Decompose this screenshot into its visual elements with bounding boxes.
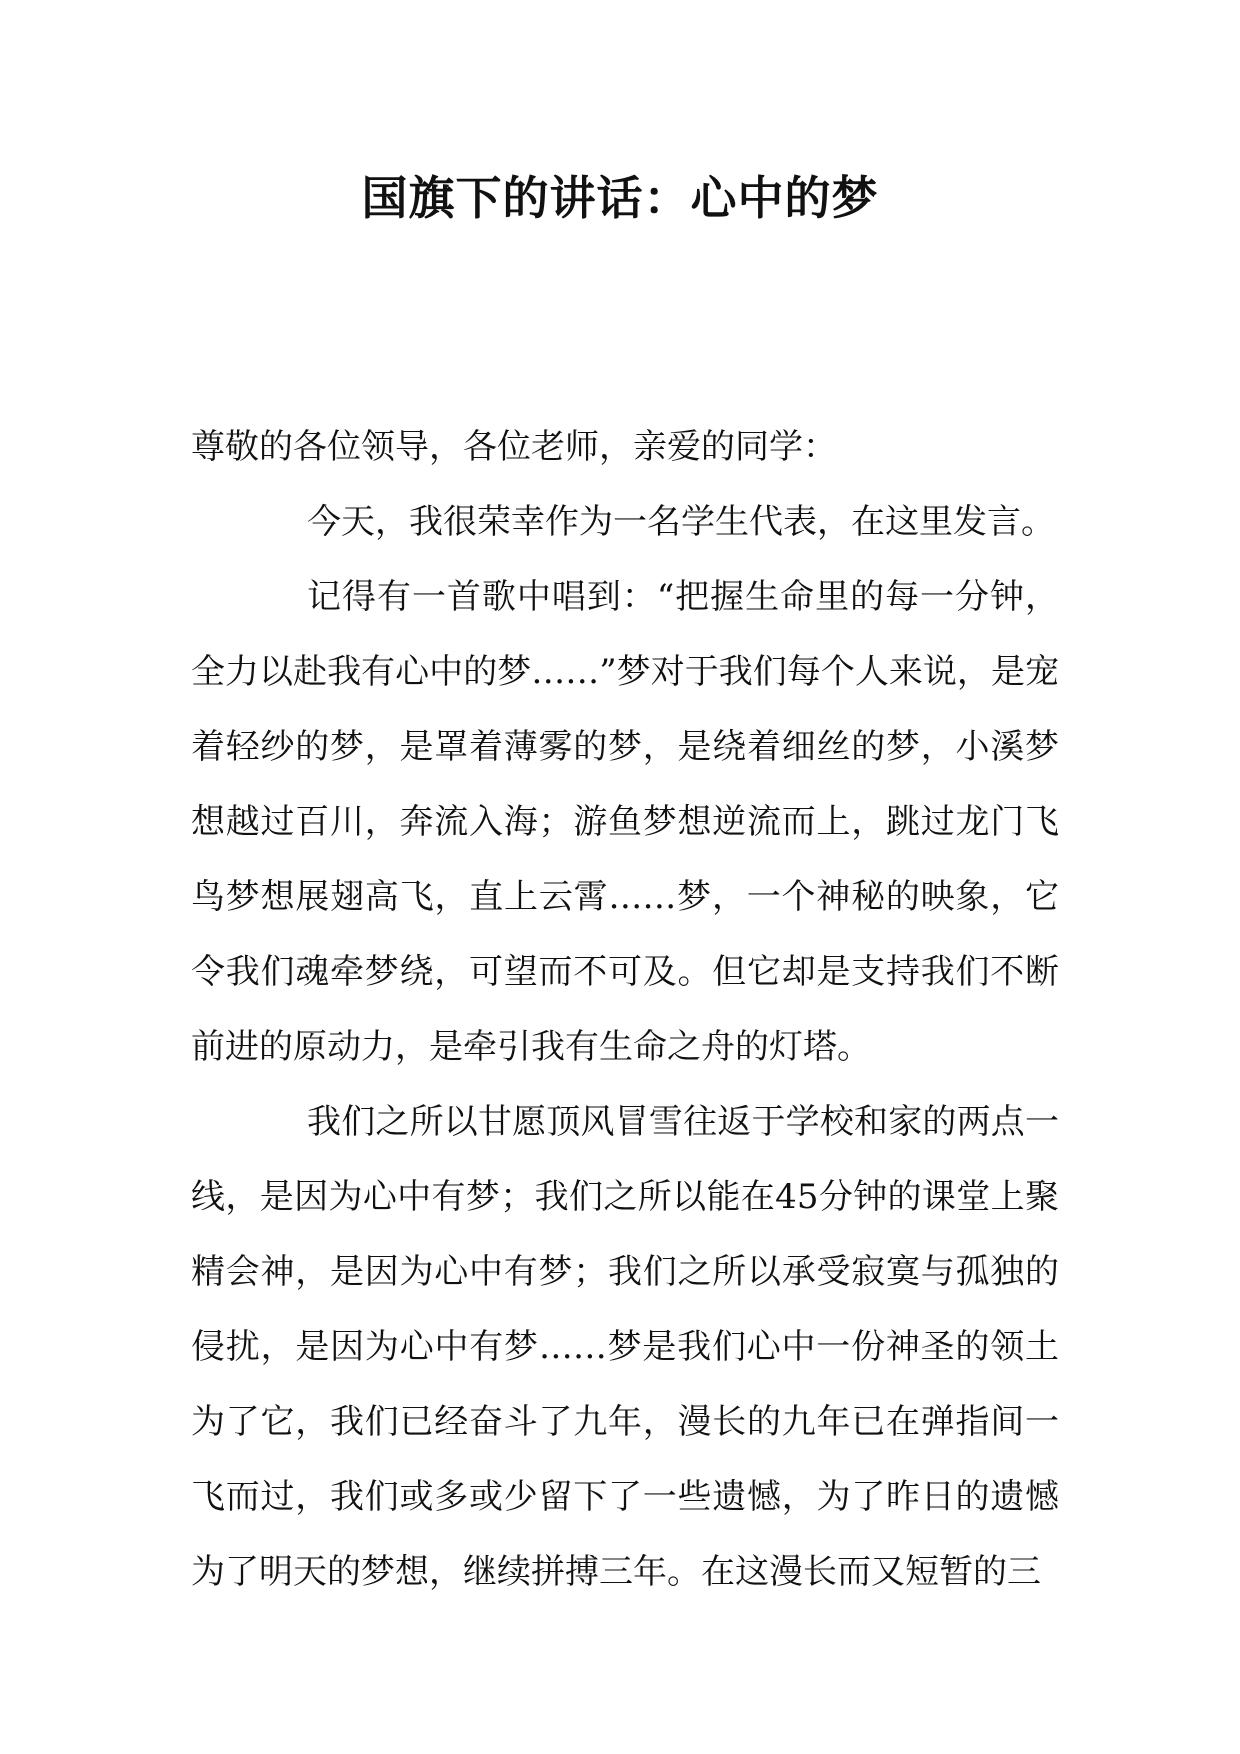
page-title: 国旗下的讲话：心中的梦 [361, 171, 879, 225]
speech-body [191, 410, 1059, 1610]
paragraph-intro: 今天，我很荣幸作为一名学生代表，在这里发言。 [307, 502, 1055, 542]
paragraph-why-dream: 我们之所以甘愿顶风冒雪往返于学校和家的两点一线，是因为心中有梦；我们之所以能在45分钟的课堂上聚精会神，是因为心中有梦；我们之所以承受寂寞与孤独的侵扰，是因为心中有梦……梦是我们心中一份神圣的领土为了它，我们已经奋斗了九年，漫长的九年已在弹指间一飞而过，我们或多或少留下了一些遗憾，为了昨日的遗憾为了明天的梦想，继续拼搏三年。在这漫长而又短暂的三 [191, 1102, 1059, 1592]
salutation: 尊敬的各位领导，各位老师，亲爱的同学： [191, 427, 837, 467]
paragraph-dream-song: 记得有一首歌中唱到：“把握生命里的每一分钟，全力以赴我有心中的梦……”梦对于我们每个人来说，是宠着轻纱的梦，是罩着薄雾的梦，是绕着细丝的梦，小溪梦想越过百川，奔流入海；游鱼梦想逆流而上，跳过龙门飞鸟梦想展翅高飞，直上云霄……梦，一个神秘的映象，它令我们魂牵梦绕，可望而不可及。但它却是支持我们不断前进的原动力，是牵引我有生命之舟的灯塔。 [191, 577, 1059, 1067]
